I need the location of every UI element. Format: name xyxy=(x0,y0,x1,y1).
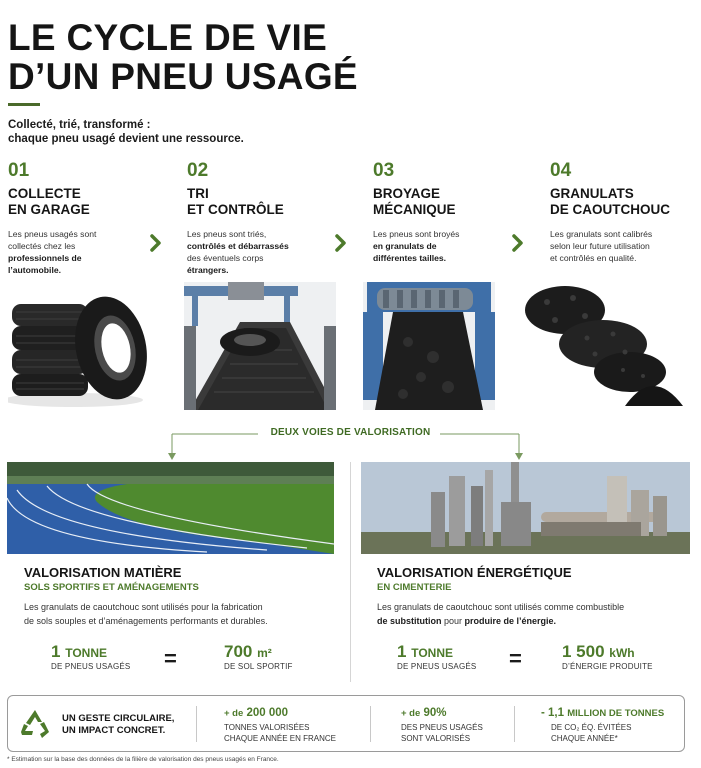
desc-line: collectés chez les xyxy=(8,241,76,251)
step-title xyxy=(373,186,538,218)
energie-title: VALORISATION ÉNERGÉTIQUE xyxy=(377,565,572,580)
value-unit: kWh xyxy=(609,646,635,660)
stat-pneus-valorises xyxy=(401,707,483,762)
desc-line: contrôlés et débarrassés xyxy=(187,241,289,251)
matiere-right-value xyxy=(224,642,272,662)
value-number: 1 xyxy=(51,642,61,661)
matiere-subtitle: SOLS SPORTIFS ET AMÉNAGEMENTS xyxy=(24,582,199,593)
energie-subtitle: EN CIMENTERIE xyxy=(377,582,452,593)
desc-line: Les granulats de caoutchouc sont utilisés comme combustible xyxy=(377,602,625,612)
cement-plant-photo xyxy=(361,462,690,554)
title-underline xyxy=(8,103,40,106)
stat-caption: DE CO₂ ÉQ. ÉVITÉES xyxy=(551,723,632,732)
desc-line: l’automobile. xyxy=(8,265,61,275)
stat-value xyxy=(401,707,483,719)
desc-line: selon leur future utilisation xyxy=(550,241,650,251)
stat-divider xyxy=(196,706,197,742)
title-line-1: LE CYCLE DE VIE xyxy=(8,17,328,58)
subtitle-line-1: Collecté, trié, transformé : xyxy=(8,119,151,131)
stat-prefix: - 1,1 xyxy=(541,707,565,719)
recycle-icon xyxy=(18,709,52,744)
step-title-line: DE CAOUTCHOUC xyxy=(550,202,670,217)
column-divider xyxy=(350,462,351,682)
desc-line: professionnels de xyxy=(8,253,82,263)
step-granulats xyxy=(550,160,700,264)
step-title-line: GRANULATS xyxy=(550,186,634,201)
energie-left-value xyxy=(397,642,453,662)
headline-line: UN IMPACT CONCRET. xyxy=(62,725,166,736)
desc-line: Les pneus sont broyés xyxy=(373,229,460,239)
step-number: 01 xyxy=(8,160,30,181)
desc-line: Les pneus sont triés, xyxy=(187,229,267,239)
desc-line: Les granulats de caoutchouc sont utilisés pour la fabrication xyxy=(24,602,263,612)
matiere-right-caption: DE SOL SPORTIF xyxy=(224,662,293,671)
value-unit: m² xyxy=(257,646,272,660)
shredder-machine-image xyxy=(363,282,495,410)
step-collecte xyxy=(8,160,173,276)
rubber-granulate-piles-image xyxy=(525,282,690,410)
stat-divider xyxy=(514,706,515,742)
stats-headline xyxy=(62,713,174,737)
value-number: 1 500 xyxy=(562,642,605,661)
desc-line: en granulats de xyxy=(373,241,437,251)
value-number: 1 xyxy=(397,642,407,661)
stat-tonnes-valorisees xyxy=(224,707,336,762)
energie-description xyxy=(377,600,624,628)
desc-line xyxy=(377,614,624,628)
desc-line: différentes tailles. xyxy=(373,253,447,263)
stats-box xyxy=(7,695,685,752)
footnote: * Estimation sur la base des données de la filière de valorisation des pneus usagés en France. xyxy=(7,756,279,763)
step-description xyxy=(187,228,352,276)
matiere-description xyxy=(24,600,268,628)
energie-right-caption: D’ÉNERGIE PRODUITE xyxy=(562,662,653,671)
chevron-right-icon xyxy=(149,234,163,252)
stat-prefix: + de xyxy=(224,708,244,719)
energie-right-value xyxy=(562,642,635,662)
step-description xyxy=(550,228,700,264)
equals-sign: = xyxy=(509,646,522,671)
step-number: 04 xyxy=(550,160,572,181)
step-title-line: COLLECTE xyxy=(8,186,81,201)
stat-caption: CHAQUE ANNÉE* xyxy=(551,734,618,743)
stat-caption: DES PNEUS USAGÉS xyxy=(401,723,483,732)
step-title xyxy=(8,186,173,218)
chevron-right-icon xyxy=(334,234,348,252)
desc-line: des éventuels corps xyxy=(187,253,264,263)
step-tri xyxy=(187,160,352,276)
stat-value xyxy=(541,707,664,719)
stat-caption: CHAQUE ANNÉE EN FRANCE xyxy=(224,734,337,743)
stat-caption: SONT VALORISÉS xyxy=(401,734,471,743)
step-title xyxy=(187,186,352,218)
value-number: 700 xyxy=(224,642,253,661)
stat-number: MILLION DE TONNES xyxy=(567,708,665,719)
stat-number: 200 000 xyxy=(246,707,289,719)
step-title-line: ET CONTRÔLE xyxy=(187,202,284,217)
headline-line: UN GESTE CIRCULAIRE, xyxy=(62,713,175,724)
tire-stack-image xyxy=(8,282,150,410)
stat-co2-evite xyxy=(541,707,664,762)
desc-line: Les pneus usagés sont xyxy=(8,229,97,239)
stat-number: 90% xyxy=(423,707,447,719)
desc-line: Les granulats sont calibrés xyxy=(550,229,653,239)
sports-track-photo xyxy=(7,462,334,554)
page-title xyxy=(8,18,358,96)
step-number: 03 xyxy=(373,160,395,181)
desc-line: de sols souples et d’aménagements performants et durables. xyxy=(24,616,268,626)
desc-bold: de substitution xyxy=(377,616,442,626)
step-title-line: MÉCANIQUE xyxy=(373,202,456,217)
chevron-right-icon xyxy=(511,234,525,252)
stat-value xyxy=(224,707,336,719)
stat-divider xyxy=(370,706,371,742)
step-number: 02 xyxy=(187,160,209,181)
matiere-title: VALORISATION MATIÈRE xyxy=(24,565,182,580)
voies-label: DEUX VOIES DE VALORISATION xyxy=(270,427,431,438)
matiere-left-caption: DE PNEUS USAGÉS xyxy=(51,662,131,671)
subtitle-line-2: chaque pneu usagé devient une ressource. xyxy=(8,133,244,145)
step-title xyxy=(550,186,700,218)
title-line-2: D’UN PNEU USAGÉ xyxy=(8,56,358,97)
desc-text: pour xyxy=(441,616,465,626)
equals-sign: = xyxy=(164,646,177,671)
conveyor-belt-image xyxy=(184,282,336,410)
stat-caption: TONNES VALORISÉES xyxy=(224,723,310,732)
page-subtitle xyxy=(8,118,244,146)
value-unit: TONNE xyxy=(411,646,453,660)
matiere-left-value xyxy=(51,642,107,662)
step-title-line: EN GARAGE xyxy=(8,202,90,217)
value-unit: TONNE xyxy=(65,646,107,660)
energie-left-caption: DE PNEUS USAGÉS xyxy=(397,662,477,671)
step-title-line: TRI xyxy=(187,186,209,201)
desc-bold: produire de l’énergie. xyxy=(464,616,557,626)
desc-line: étrangers. xyxy=(187,265,229,275)
desc-line: et contrôlés en qualité. xyxy=(550,253,637,263)
stat-prefix: + de xyxy=(401,708,421,719)
step-title-line: BROYAGE xyxy=(373,186,441,201)
